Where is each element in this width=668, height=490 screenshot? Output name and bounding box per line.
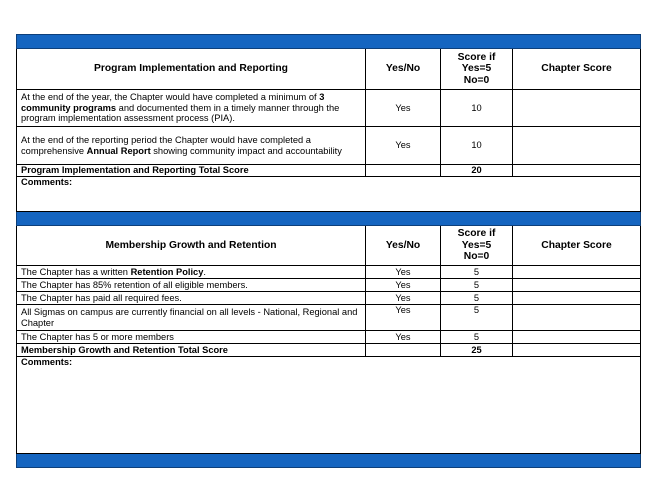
section2-header-row: [17, 226, 641, 266]
section1-total-label: Program Implementation and Reporting Total Score: [17, 165, 366, 177]
section2-comments-row: [17, 357, 641, 454]
criteria-text-end: showing community impact and accountability: [150, 145, 342, 156]
section2-total-score: 25: [441, 344, 513, 357]
criteria-text-end: .: [203, 266, 206, 277]
section2-score-header-line1: Score if: [457, 228, 496, 240]
table-row: [17, 90, 641, 127]
section2-total-chapter-score[interactable]: [513, 344, 641, 357]
chapter-score-cell[interactable]: [513, 127, 641, 165]
section2-total-row: [17, 344, 641, 357]
section2-comments-label: Comments:: [21, 357, 73, 367]
section2-score-header-line3: No=0: [463, 251, 490, 263]
section1-total-yesno: [366, 165, 441, 177]
chapter-score-cell[interactable]: [513, 305, 641, 331]
criteria-text: At the end of the year, the Chapter would have completed a minimum of: [21, 92, 320, 103]
section1-chapter-score-header: Chapter Score: [513, 49, 641, 90]
answer-cell: Yes: [366, 292, 441, 305]
middle-band: [17, 212, 641, 226]
chapter-score-cell[interactable]: [513, 292, 641, 305]
criteria-emphasis: 3 community programs: [21, 92, 325, 113]
section1-score-header-line2: Yes=5: [461, 63, 492, 75]
section1-score-header-line1: Score if: [457, 51, 496, 63]
criteria-cell: [17, 266, 366, 279]
section1-criteria-header: Program Implementation and Reporting: [17, 49, 366, 90]
criteria-cell: All Sigmas on campus are currently financial on all levels - National, Regional and Chapter: [17, 305, 366, 331]
answer-cell: Yes: [366, 279, 441, 292]
criteria-cell: [17, 127, 366, 165]
score-cell: 5: [441, 331, 513, 344]
answer-cell: Yes: [366, 331, 441, 344]
criteria-cell: [17, 90, 366, 127]
section1-score-header: [441, 49, 513, 90]
section1-total-score: 20: [441, 165, 513, 177]
criteria-emphasis: Retention Policy: [130, 266, 204, 277]
section1-total-chapter-score[interactable]: [513, 165, 641, 177]
criteria-text-end: and documented them in a timely manner through the program implementation assessment process (PIA).: [21, 102, 340, 124]
answer-cell: Yes: [366, 305, 441, 331]
section1-score-header-line3: No=0: [463, 74, 490, 86]
criteria-emphasis: Annual Report: [86, 145, 151, 156]
section2-total-label: Membership Growth and Retention Total Score: [17, 344, 366, 357]
score-cell: 5: [441, 279, 513, 292]
criteria-text: At the end of the reporting period the Chapter would have completed a comprehensive: [21, 135, 311, 156]
section1-comments-label: Comments:: [21, 177, 73, 187]
section1-header-row: [17, 49, 641, 90]
table-row: [17, 127, 641, 165]
section1-comments-field[interactable]: [17, 177, 641, 212]
answer-cell: Yes: [366, 90, 441, 127]
chapter-score-cell[interactable]: [513, 266, 641, 279]
criteria-cell: The Chapter has 85% retention of all eligible members.: [17, 279, 366, 292]
score-cell: 5: [441, 305, 513, 331]
chapter-score-cell[interactable]: [513, 90, 641, 127]
chapter-score-cell[interactable]: [513, 279, 641, 292]
criteria-text: The Chapter has a written: [21, 266, 131, 277]
score-cell: 5: [441, 292, 513, 305]
scoring-sheet: [16, 34, 640, 468]
table-row: [17, 279, 641, 292]
chapter-score-cell[interactable]: [513, 331, 641, 344]
section1-comments-row: [17, 177, 641, 212]
answer-cell: Yes: [366, 266, 441, 279]
criteria-cell: The Chapter has paid all required fees.: [17, 292, 366, 305]
table-row: [17, 305, 641, 331]
section2-criteria-header: Membership Growth and Retention: [17, 226, 366, 266]
scoring-table: [16, 34, 641, 468]
section2-score-header: [441, 226, 513, 266]
top-band: [17, 35, 641, 49]
table-row: [17, 266, 641, 279]
answer-cell: Yes: [366, 127, 441, 165]
section1-yesno-header: Yes/No: [366, 49, 441, 90]
section2-chapter-score-header: Chapter Score: [513, 226, 641, 266]
score-cell: 10: [441, 90, 513, 127]
section2-yesno-header: Yes/No: [366, 226, 441, 266]
section2-total-yesno: [366, 344, 441, 357]
section2-score-header-line2: Yes=5: [461, 239, 492, 251]
table-row: [17, 292, 641, 305]
section2-comments-field[interactable]: [17, 357, 641, 454]
score-cell: 10: [441, 127, 513, 165]
criteria-cell: The Chapter has 5 or more members: [17, 331, 366, 344]
section1-total-row: [17, 165, 641, 177]
score-cell: 5: [441, 266, 513, 279]
bottom-band: [17, 454, 641, 468]
table-row: [17, 331, 641, 344]
